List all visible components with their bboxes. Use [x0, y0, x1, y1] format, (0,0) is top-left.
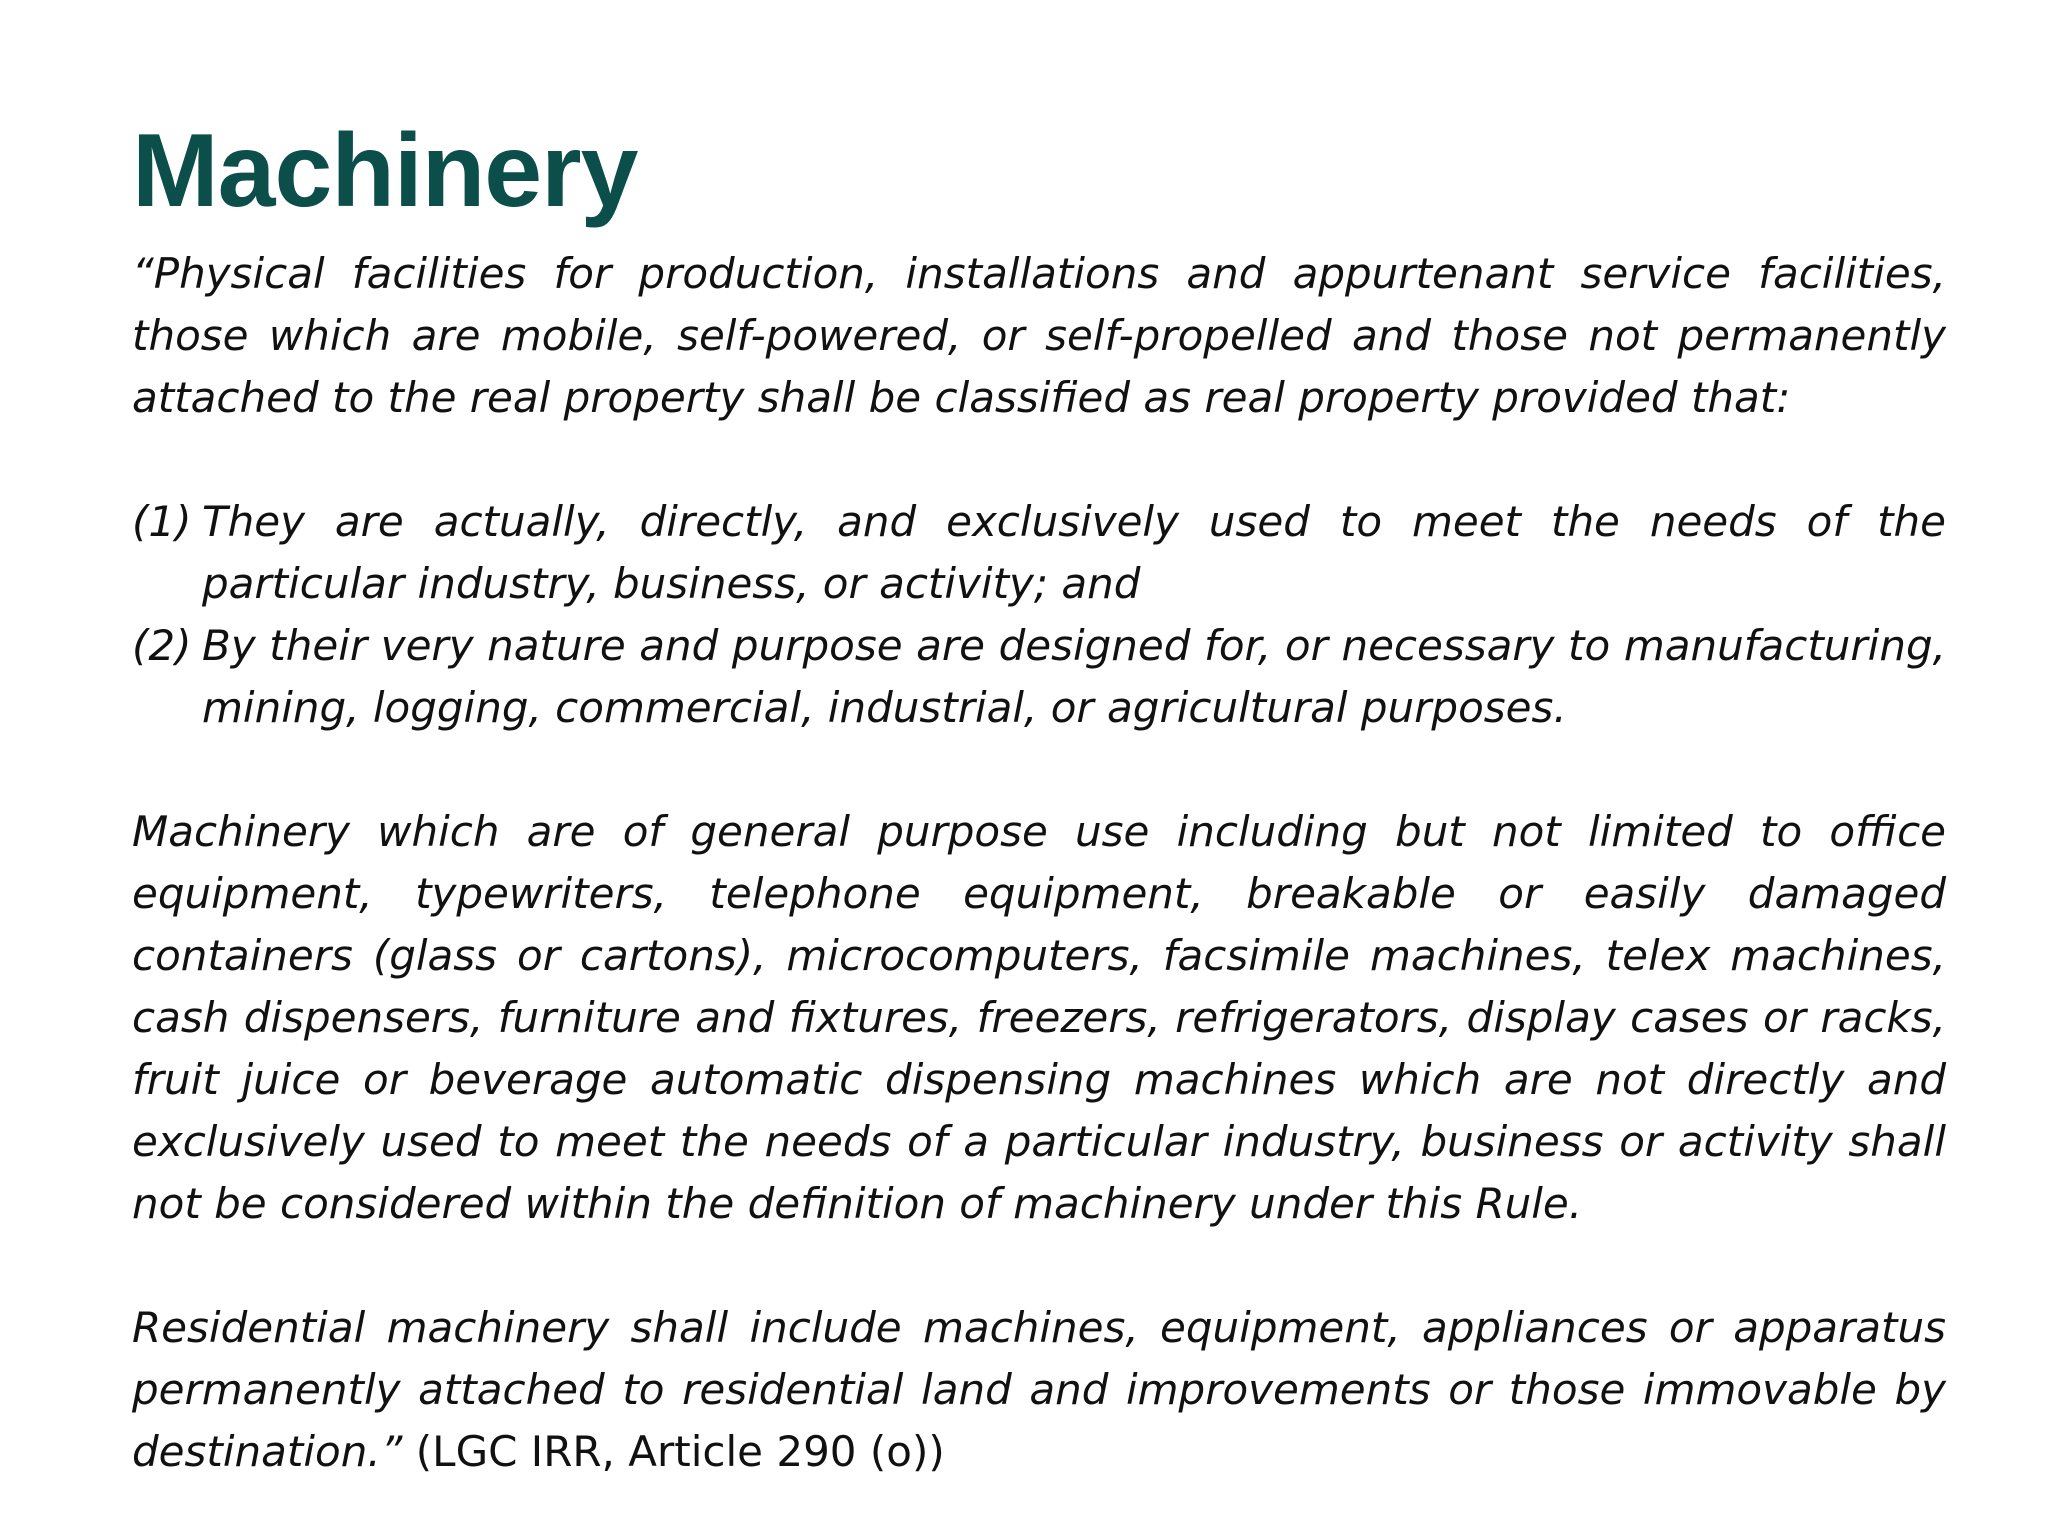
exclusion-paragraph: Machinery which are of general purpose use including but not limited to office equipment, typewriters, telephone equipment, breakable or easily damaged containers (glass or cartons), microcomputers, facsimile machines, telex machines, cash dispensers, furniture and fixtures, freezers, refrigerators, display cases or racks, fruit juice or beverage automatic dispensing machines which are not directly and exclusively used to meet the needs of a particular industry, business or activity shall not be considered within the definition of machinery under this Rule.: [132, 807, 1946, 1228]
slide-body: [132, 243, 1946, 1483]
condition-marker: (2): [132, 621, 192, 670]
paragraph-spacer: [132, 429, 1946, 491]
definition-intro: “Physical facilities for production, installations and appurtenant service facilities, those which are mobile, self-powered, or self-propelled and those not permanently attached to the real property shall be classified as real property provided that:: [132, 249, 1946, 422]
residential-text: Residential machinery shall include machines, equipment, appliances or apparatus permanently attached to residential land and improvements or those immovable by destination.”: [132, 1303, 1946, 1476]
citation: (LGC IRR, Article 290 (o)): [415, 1427, 945, 1476]
paragraph-spacer: [132, 1235, 1946, 1297]
paragraph-spacer: [132, 739, 1946, 801]
condition-text: They are actually, directly, and exclusively used to meet the needs of the particular industry, business, or activity; and: [202, 497, 1946, 608]
condition-item: [132, 615, 1946, 739]
residential-paragraph: [132, 1297, 1946, 1483]
condition-marker: (1): [132, 497, 192, 546]
slide-title: Machinery: [132, 113, 638, 229]
conditions-list: [132, 491, 1946, 739]
condition-text: By their very nature and purpose are designed for, or necessary to manufacturing, mining, logging, commercial, industrial, or agricultural purposes.: [202, 621, 1946, 732]
condition-item: [132, 491, 1946, 615]
